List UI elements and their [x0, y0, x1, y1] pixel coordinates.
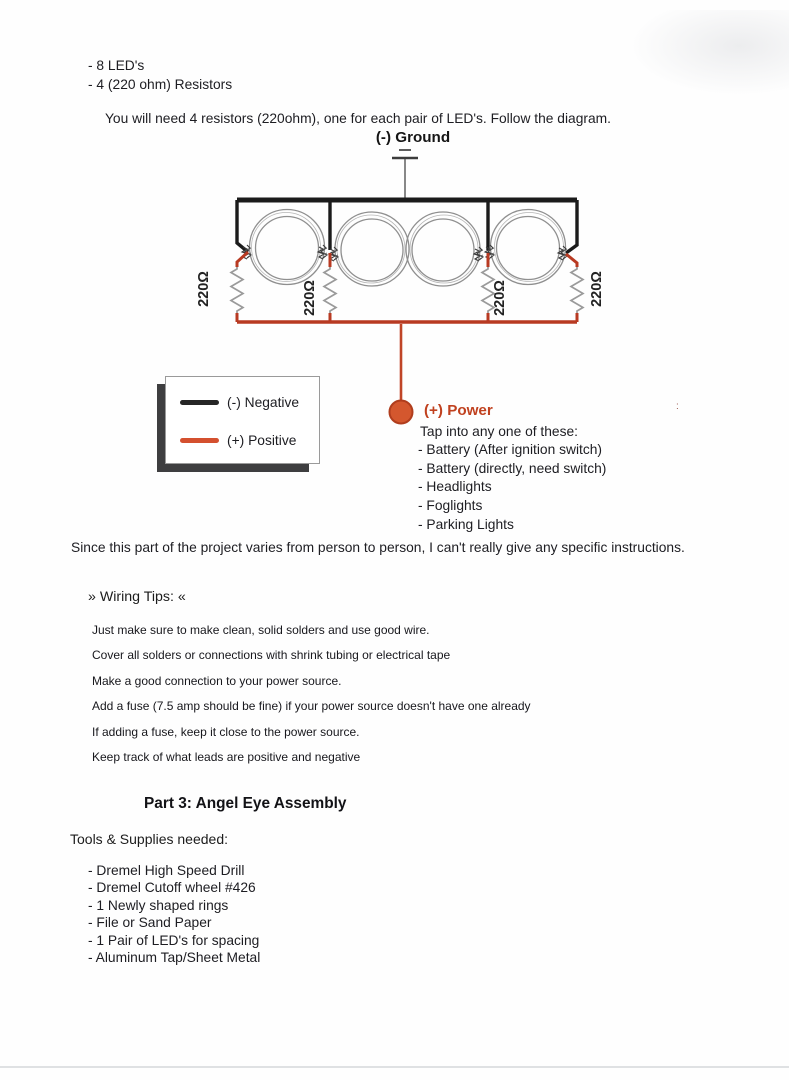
wiring-tips-heading: » Wiring Tips: «	[88, 589, 186, 605]
wiring-tip-item: Make a good connection to your power source.	[92, 673, 342, 688]
scan-artifact-mark: :	[676, 401, 679, 412]
scan-smudge	[620, 10, 789, 100]
material-item: - 8 LED's	[88, 58, 145, 73]
resistor-symbol	[324, 266, 336, 315]
negative-wire-sample-icon	[180, 400, 219, 405]
power-source-item: - Battery (directly, need switch)	[418, 460, 607, 476]
led-rings	[250, 210, 566, 287]
power-source-item: - Battery (After ignition switch)	[418, 442, 603, 457]
tool-item: - Aluminum Tap/Sheet Metal	[88, 949, 261, 965]
power-label: (+) Power	[424, 402, 493, 419]
resistor-symbols	[231, 266, 583, 315]
led-ring	[250, 210, 325, 285]
resistor-symbol	[231, 266, 243, 315]
legend-positive-label: (+) Positive	[227, 433, 297, 448]
material-item: - 4 (220 ohm) Resistors	[88, 76, 233, 92]
resistor-value-label: 220Ω	[589, 271, 605, 307]
tool-item: - 1 Newly shaped rings	[88, 897, 229, 913]
wiring-tip-item: Just make sure to make clean, solid solders and use good wire.	[92, 623, 430, 637]
power-source-item: - Parking Lights	[418, 516, 514, 532]
power-tap-intro: Tap into any one of these:	[420, 424, 579, 439]
wiring-tips-list	[92, 624, 531, 776]
positive-wire-sample-icon	[180, 438, 219, 443]
tool-item: - Dremel Cutoff wheel #426	[88, 880, 256, 896]
led-ring	[335, 212, 409, 286]
legend-negative-label: (-) Negative	[227, 395, 300, 410]
intro-text: You will need 4 resistors (220ohm), one for each pair of LED's. Follow the diagram.	[105, 111, 611, 126]
resistor-symbol	[571, 266, 583, 315]
ground-label: (-) Ground	[375, 129, 451, 146]
wiring-tip-item: Add a fuse (7.5 amp should be fine) if your power source doesn't have one already	[92, 699, 531, 714]
led-ring	[406, 212, 480, 286]
legend-positive-row	[180, 433, 296, 448]
tools-heading: Tools & Supplies needed:	[70, 831, 228, 847]
legend-negative-row	[180, 395, 299, 410]
resistor-value-label: 220Ω	[302, 280, 318, 316]
negative-bus-wire	[237, 200, 577, 253]
led-ring	[491, 210, 566, 285]
wiring-tip-item: If adding a fuse, keep it close to the power source.	[92, 724, 360, 739]
ground-symbol-icon	[392, 150, 418, 200]
wiring-tip-item: Cover all solders or connections with shrink tubing or electrical tape	[92, 648, 451, 663]
tools-list	[88, 863, 260, 967]
power-dot-icon	[390, 401, 413, 424]
resistor-value-label: 220Ω	[492, 280, 508, 316]
resistor-value-label: 220Ω	[196, 271, 212, 307]
scan-edge-line	[0, 1066, 789, 1068]
tool-item: - File or Sand Paper	[88, 915, 212, 931]
power-source-item: - Headlights	[418, 479, 492, 495]
power-sources-list	[418, 441, 606, 534]
materials-list	[88, 57, 232, 94]
resistor-value-labels	[196, 271, 605, 316]
part3-heading: Part 3: Angel Eye Assembly	[144, 795, 347, 812]
wiring-tip-item: Keep track of what leads are positive and negative	[92, 749, 361, 764]
power-source-item: - Foglights	[418, 498, 483, 514]
tool-item: - Dremel High Speed Drill	[88, 863, 245, 878]
note-paragraph: Since this part of the project varies from person to person, I can't really give any specific instructions.	[71, 540, 685, 555]
tool-item: - 1 Pair of LED's for spacing	[88, 932, 260, 948]
legend-box	[165, 376, 320, 464]
